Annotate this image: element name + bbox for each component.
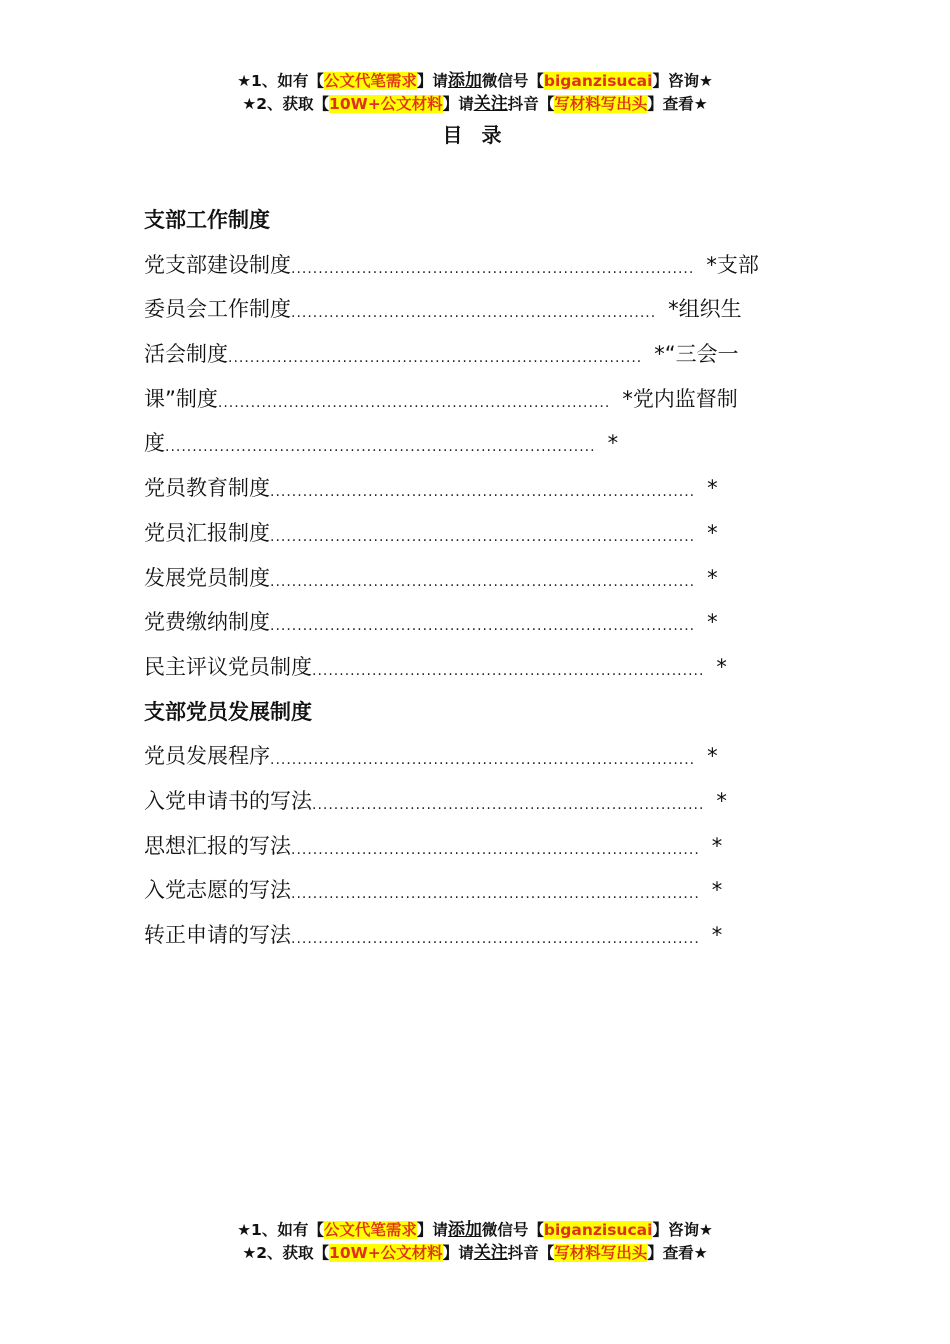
toc-section-heading <box>144 690 824 735</box>
toc-label: 活会制度 <box>144 342 228 367</box>
toc-entry[interactable] <box>144 466 824 511</box>
highlight-text: biganzisucai <box>543 72 653 90</box>
toc-label: 度 <box>144 431 165 456</box>
toc-label: 党员汇报制度 <box>144 520 270 545</box>
toc-page-ref: * <box>707 610 718 635</box>
underlined-text: 添加 <box>447 71 482 91</box>
toc-leader-dots: .......................................................................... <box>291 260 695 277</box>
toc-label: 民主评议党员制度 <box>144 654 312 679</box>
banner-text: 】咨询★ <box>652 72 713 90</box>
toc-page-ref: * <box>707 520 718 545</box>
toc-leader-dots: .............................................................................. <box>270 752 696 769</box>
toc-label: 党费缴纳制度 <box>144 610 270 635</box>
toc-entry[interactable] <box>144 913 824 958</box>
toc-leader-dots: ............................................................................ <box>228 350 643 367</box>
toc-entry[interactable] <box>144 421 824 466</box>
toc-section-heading <box>144 198 824 243</box>
toc-entry[interactable] <box>144 377 824 422</box>
banner-line-1 <box>0 70 950 93</box>
toc-label: 发展党员制度 <box>144 565 270 590</box>
banner-text: 】查看★ <box>647 95 708 113</box>
toc-label: 党员教育制度 <box>144 476 270 501</box>
toc-leader-dots: ............................................................................... <box>165 439 596 456</box>
toc-page-ref: * <box>607 431 619 456</box>
toc-label: 党支部建设制度 <box>144 252 291 277</box>
toc-entry[interactable] <box>144 287 824 332</box>
page-title: 目 录 <box>442 123 508 147</box>
toc-entry[interactable] <box>144 824 824 869</box>
toc-entry[interactable] <box>144 868 824 913</box>
bottom-banner <box>0 1219 950 1265</box>
toc-label: 思想汇报的写法 <box>144 833 291 858</box>
toc-page-ref: * <box>707 744 718 769</box>
toc-leader-dots: ........................................................................ <box>312 796 705 813</box>
banner-text: 】咨询★ <box>652 1221 713 1239</box>
toc-leader-dots: .............................................................................. <box>270 573 696 590</box>
toc-entry[interactable] <box>144 779 824 824</box>
toc-entry[interactable] <box>144 511 824 556</box>
toc-entry[interactable] <box>144 332 824 377</box>
toc-label: 课”制度 <box>144 386 218 411</box>
banner-text: ★1、如有【 <box>237 1221 324 1239</box>
toc-label: 转正申请的写法 <box>144 923 291 947</box>
table-of-contents <box>144 198 824 958</box>
toc-page-ref: *组织生 <box>668 297 742 322</box>
toc-page-ref: *党内监督制 <box>622 386 738 411</box>
toc-leader-dots: ........................................................................... <box>291 931 700 947</box>
banner-text: 】请 <box>416 72 448 90</box>
toc-entry[interactable] <box>144 600 824 645</box>
toc-leader-dots: .............................................................................. <box>270 618 696 635</box>
toc-page-ref: * <box>707 565 718 590</box>
toc-leader-dots: .............................................................................. <box>270 528 696 545</box>
banner-line-2 <box>0 1242 950 1265</box>
highlight-text: biganzisucai <box>543 1221 653 1239</box>
banner-line-1 <box>0 1219 950 1242</box>
banner-text: 】请 <box>416 1221 448 1239</box>
toc-entry[interactable] <box>144 243 824 288</box>
highlight-text: 公文代笔需求 <box>323 72 417 90</box>
top-banner <box>0 70 950 116</box>
toc-leader-dots: ........................................................................ <box>312 662 705 679</box>
highlight-text: 公文代笔需求 <box>323 1221 417 1239</box>
toc-label: 支部党员发展制度 <box>144 699 312 724</box>
toc-leader-dots: ........................................................................ <box>217 394 611 411</box>
highlight-text: 写材料写出头 <box>554 1244 648 1262</box>
toc-leader-dots: ........................................................................... <box>291 841 700 858</box>
toc-label: 入党志愿的写法 <box>144 878 291 903</box>
toc-page-ref: *“三会一 <box>654 342 739 367</box>
banner-text: ★1、如有【 <box>237 72 324 90</box>
toc-page-ref: * <box>716 654 727 679</box>
banner-text: 抖音【 <box>507 95 555 113</box>
highlight-text: 写材料写出头 <box>554 95 648 113</box>
banner-text: 】查看★ <box>647 1244 708 1262</box>
highlight-text: 10W+公文材料 <box>329 1244 443 1262</box>
toc-page-ref: * <box>707 476 718 501</box>
toc-entry[interactable] <box>144 734 824 779</box>
toc-page-ref: * <box>711 833 723 858</box>
underlined-text: 关注 <box>473 1243 508 1263</box>
toc-label: 支部工作制度 <box>144 208 270 232</box>
toc-leader-dots: .............................................................................. <box>270 484 696 501</box>
underlined-text: 关注 <box>473 94 508 114</box>
banner-line-2 <box>0 93 950 116</box>
toc-label: 党员发展程序 <box>144 744 270 769</box>
toc-entry[interactable] <box>144 645 824 690</box>
banner-text: ★2、获取【 <box>242 1244 330 1262</box>
underlined-text: 添加 <box>447 1220 482 1240</box>
banner-text: 微信号【 <box>481 1221 544 1239</box>
toc-page-ref: * <box>716 788 727 813</box>
banner-text: 微信号【 <box>481 72 544 90</box>
toc-page-ref: * <box>711 923 723 947</box>
banner-text: 抖音【 <box>507 1244 555 1262</box>
banner-text: 】请 <box>442 95 474 113</box>
toc-entry[interactable] <box>144 556 824 601</box>
toc-page-ref: * <box>711 878 723 903</box>
toc-label: 委员会工作制度 <box>144 297 291 322</box>
banner-text: ★2、获取【 <box>242 95 330 113</box>
toc-label: 入党申请书的写法 <box>144 788 312 813</box>
banner-text: 】请 <box>442 1244 474 1262</box>
toc-page-ref: *支部 <box>706 252 759 277</box>
toc-leader-dots: ........................................................................... <box>291 886 700 903</box>
toc-leader-dots: ................................................................... <box>291 305 657 322</box>
highlight-text: 10W+公文材料 <box>329 95 443 113</box>
